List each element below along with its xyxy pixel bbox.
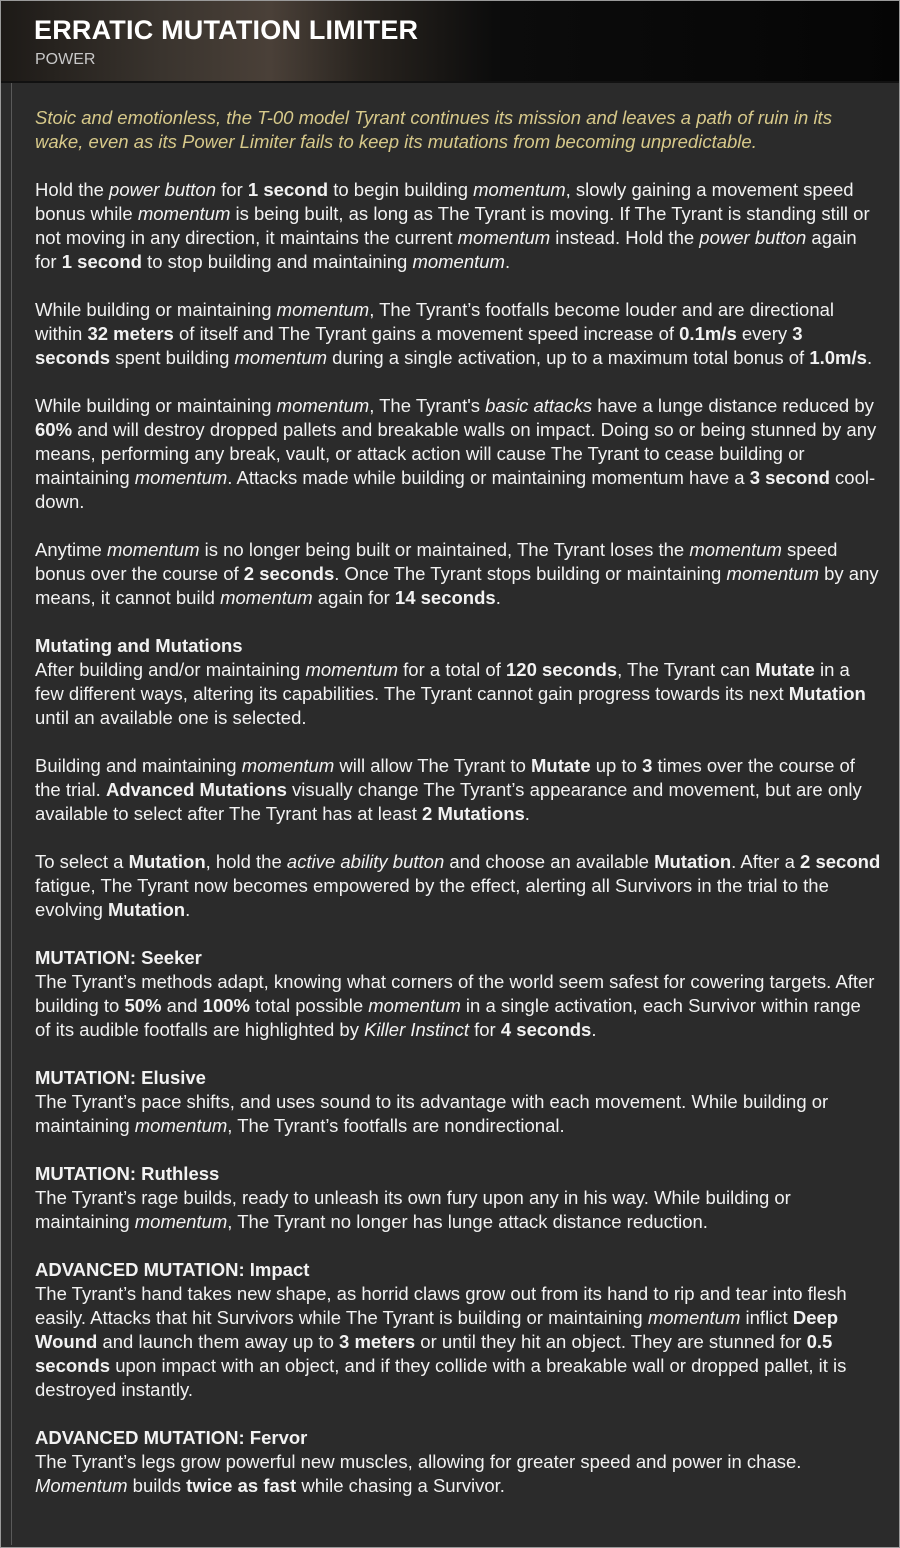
flavor-text: Stoic and emotionless, the T-00 model Tyrant continues its mission and leaves a path of ruin in its wake, even as its Power Limiter fails to keep its mutations from becoming unpredictable.: [35, 107, 832, 152]
description-paragraph: Anytime momentum is no longer being built or maintained, The Tyrant loses the momentum speed bonus over the course of 2 seconds. Once The Tyrant stops building or maintaining momentum by any means, it cannot build momentum again for 14 seconds.: [35, 539, 879, 608]
section-heading: ADVANCED MUTATION: Fervor: [35, 1427, 308, 1448]
section-heading: MUTATION: Ruthless: [35, 1163, 220, 1184]
description-paragraph: While building or maintaining momentum, The Tyrant’s footfalls become louder and are directional within 32 meters of itself and The Tyrant gains a movement speed increase of 0.1m/s every 3 seconds spent building momentum during a single activation, up to a maximum total bonus of 1.0m/s.: [35, 299, 873, 368]
description-paragraph: Hold the power button for 1 second to begin building momentum, slowly gaining a movement speed bonus while momentum is being built, as long as The Tyrant is moving. If The Tyrant is standing still or not moving in any direction, it maintains the current momentum instead. Hold the power button again for 1 second to stop building and maintaining momentum.: [35, 179, 870, 272]
description-paragraph: While building or maintaining momentum, The Tyrant's basic attacks have a lunge distance reduced by 60% and will destroy dropped pallets and breakable walls on impact. Doing so or being stunned by any means, performing any break, vault, or attack action will cause The Tyrant to cease building or maintaining momentum. Attacks made while building or maintaining momentum have a 3 second cool-down.: [35, 395, 877, 512]
mutation-elusive: MUTATION: Elusive The Tyrant’s pace shifts, and uses sound to its advantage with each movement. While building or maintaining momentum, The Tyrant’s footfalls are nondirectional.: [35, 1066, 881, 1138]
description-paragraph: To select a Mutation, hold the active ability button and choose an available Mutation. After a 2 second fatigue, The Tyrant now becomes empowered by the effect, alerting all Survivors in the trial to the evolving Mutation.: [35, 851, 881, 920]
section-heading: Mutating and Mutations: [35, 635, 243, 656]
section-heading: ADVANCED MUTATION: Impact: [35, 1259, 310, 1280]
power-type-label: POWER: [35, 51, 96, 68]
left-divider: [11, 83, 12, 1545]
mutation-seeker: MUTATION: Seeker The Tyrant’s methods adapt, knowing what corners of the world seem safest for cowering targets. After building to 50% and 100% total possible momentum in a single activation, each Survivor within range of its audible footfalls are highlighted by Killer Instinct for 4 seconds.: [35, 946, 881, 1042]
mutation-impact: ADVANCED MUTATION: Impact The Tyrant’s hand takes new shape, as horrid claws grow out from its hand to rip and tear into flesh easily. Attacks that hit Survivors while The Tyrant is building or maintaining momentum inflict Deep Wound and launch them away up to 3 meters or until they hit an object. They are stunned for 0.5 seconds upon impact with an object, and if they collide with a breakable wall or dropped pallet, it is destroyed instantly.: [35, 1258, 881, 1402]
mutation-fervor: ADVANCED MUTATION: Fervor The Tyrant’s legs grow powerful new muscles, allowing for greater speed and power in chase. Momentum builds twice as fast while chasing a Survivor.: [35, 1426, 881, 1498]
section-heading: MUTATION: Elusive: [35, 1067, 206, 1088]
mutation-ruthless: MUTATION: Ruthless The Tyrant’s rage builds, ready to unleash its own fury upon any in his way. While building or maintaining momentum, The Tyrant no longer has lunge attack distance reduction.: [35, 1162, 881, 1234]
power-description: [35, 106, 881, 1522]
power-header: [1, 1, 899, 83]
description-paragraph: Building and maintaining momentum will allow The Tyrant to Mutate up to 3 times over the course of the trial. Advanced Mutations visually change The Tyrant’s appearance and movement, but are only available to select after The Tyrant has at least 2 Mutations.: [35, 755, 862, 824]
power-title: ERRATIC MUTATION LIMITER: [34, 15, 419, 45]
mutations-section: Mutating and Mutations After building and/or maintaining momentum for a total of 120 seconds, The Tyrant can Mutate in a few different ways, altering its capabilities. The Tyrant cannot gain progress towards its next Mutation until an available one is selected.: [35, 634, 881, 730]
section-heading: MUTATION: Seeker: [35, 947, 202, 968]
